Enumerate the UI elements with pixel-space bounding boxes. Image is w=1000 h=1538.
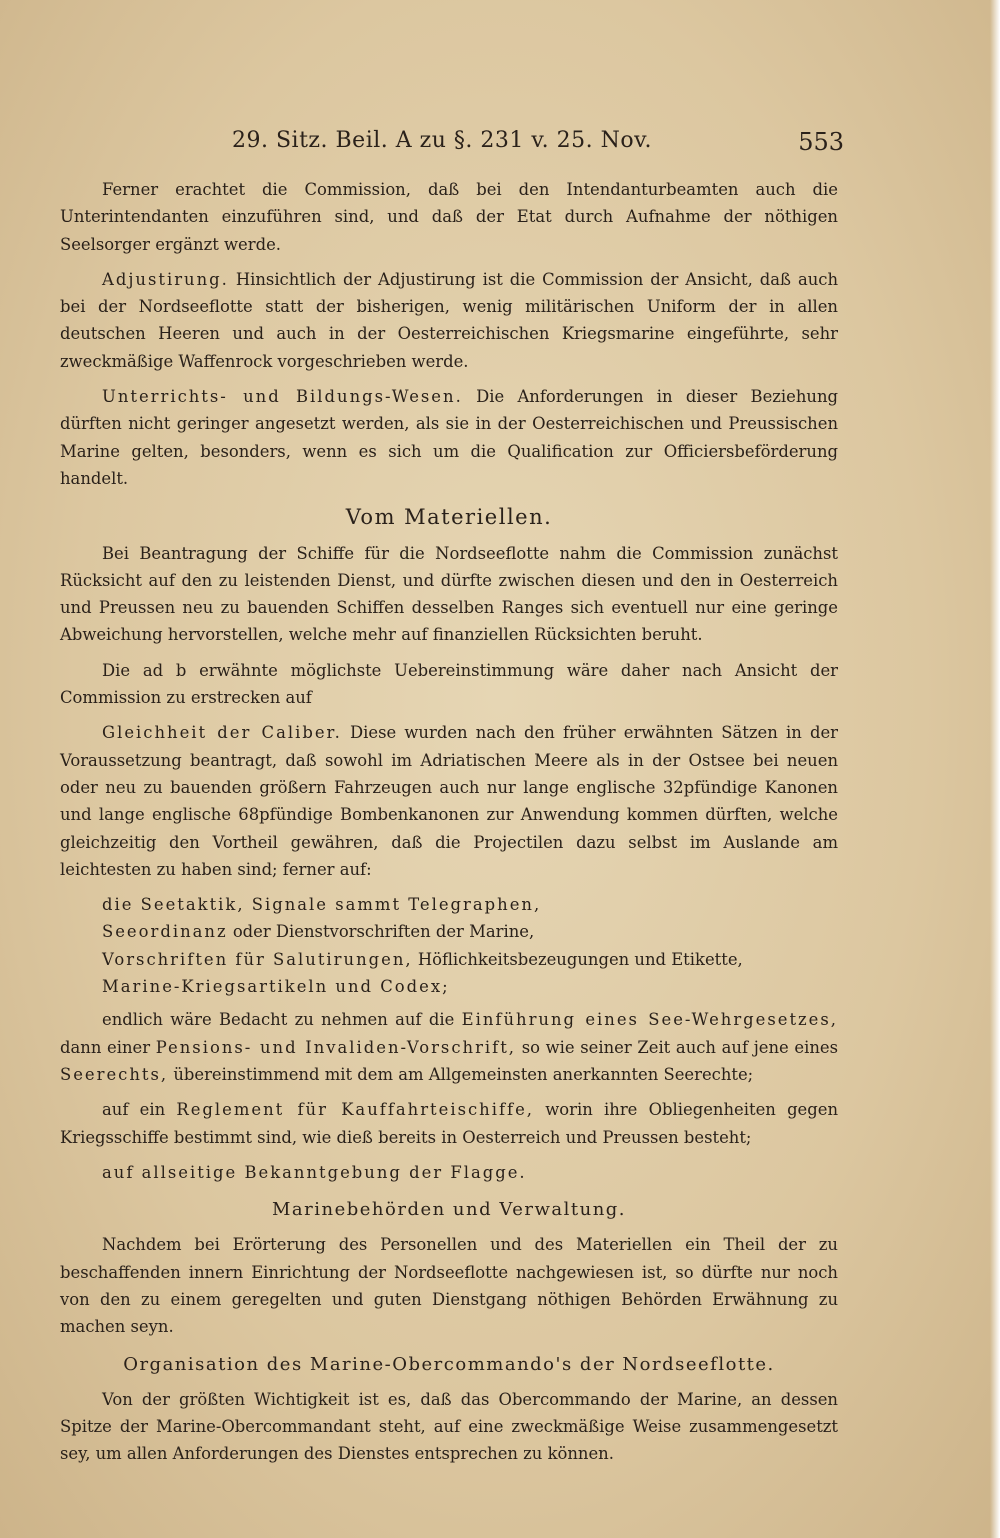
paragraph-obercommando: Von der größten Wichtigkeit ist es, daß das Obercommando der Marine, an dessen Spitze der Marine-Obercommandant steht, auf eine zweckmäßige Weise zusammengesetzt sey, um allen Anforderungen des Dienstes entsprechen zu können. (60, 1389, 838, 1464)
paragraph-adjustirung (60, 266, 838, 375)
list-item-text: oder Dienstvorschriften der Marine, (232, 922, 535, 942)
paragraph-endlich (60, 1006, 838, 1088)
text-run: auf ein (102, 1100, 166, 1120)
text-run: endlich wäre Bedacht zu nehmen auf die (102, 1010, 455, 1030)
text-run-spaced: Reglement für Kauffahrteischiffe, (176, 1100, 535, 1120)
page-body (60, 176, 838, 1476)
text-run-spaced: Einführung eines See-Wehrgesetzes, (461, 1010, 839, 1030)
list-item: Marine-Kriegsartikeln und Codex; (102, 977, 450, 997)
header-title: 29. Sitz. Beil. A zu §. 231 v. 25. Nov. (232, 128, 652, 153)
text-run-spaced: Pensions- und Invaliden-Vorschrift, (155, 1037, 517, 1057)
paragraph-reglement (60, 1096, 838, 1151)
section-heading-marinebehoerden: Marinebehörden und Verwaltung. (271, 1199, 627, 1221)
list-block (60, 891, 838, 1000)
list-item-lead: Seeordinanz (102, 922, 228, 942)
paragraph-schiffe: Bei Beantragung der Schiffe für die Nordseeflotte nahm die Commission zunächst Rücksicht auf den zu leistenden Dienst, und dürfte zwischen diesen und den in Oesterreich und Preussen neu zu bauenden Schiffen desselben Ranges sich eventuell nur eine geringe Abweichung hervorstellen, welche mehr auf finanziellen Rücksichten beruht. (60, 543, 838, 645)
text-run-spaced: Seerechts, (60, 1064, 169, 1084)
text-run: übereinstimmend mit dem am Allgemeinsten anerkannten Seerechte; (173, 1064, 754, 1084)
text-run: worin ihre Obliegenheiten gegen Kriegsschiffe bestimmt sind, wie dieß bereits in Oesterreich und Preussen besteht; (60, 1100, 839, 1147)
paragraph-text: Die Anforderungen in dieser Beziehung dürften nicht geringer angesetzt werden, als sie in der Oesterreichischen und Preussischen Marine gelten, besonders, wenn es sich um die Qualification zur Officiersbeförderung handelt. (60, 387, 839, 488)
paragraph-lead: Adjustirung. (102, 269, 229, 289)
list-item (60, 946, 838, 973)
running-header (0, 128, 1000, 162)
paragraph-behoerden: Nachdem bei Erörterung des Personellen und des Materiellen ein Theil der zu beschaffenden innern Einrichtung der Nordseeflotte nachgewiesen ist, so dürfte nur noch von den zu einem geregelten und guten Dienstgang nöthigen Behörden Erwähnung zu machen seyn. (60, 1235, 838, 1337)
list-item-text: Höflichkeitsbezeugungen und Etikette, (417, 949, 743, 969)
paragraph-caliber (60, 719, 838, 883)
page-number: 553 (798, 128, 844, 156)
section-heading-materiellen: Vom Materiellen. (345, 505, 553, 530)
paragraph-text: Hinsichtlich der Adjustirung ist die Commission der Ansicht, daß auch bei der Nordseeflotte statt der bisherigen, wenig militärischen Uniform der in allen deutschen Heeren und auch in der Oesterreichischen Kriegsmarine eingeführte, sehr zweckmäßige Waffenrock vorgeschrieben werde. (60, 269, 839, 371)
paragraph-lead: Gleichheit der Caliber. (102, 723, 342, 743)
page-edge (990, 0, 1000, 1538)
paragraph-flagge: auf allseitige Bekanntgebung der Flagge. (102, 1162, 527, 1182)
paragraph-lead: Unterrichts- und Bildungs-Wesen. (102, 387, 463, 407)
paragraph-uebereinstimmung: Die ad b erwähnte möglichste Uebereinstimmung wäre daher nach Ansicht der Commission zu erstrecken auf (60, 660, 838, 708)
section-heading-organisation: Organisation des Marine-Obercommando's der Nordseeflotte. (123, 1353, 775, 1375)
list-item (60, 918, 838, 945)
text-run: dann einer (60, 1037, 151, 1057)
list-item-lead: Vorschriften für Salutirungen, (102, 949, 413, 969)
paragraph-text: Diese wurden nach den früher erwähnten Sätzen in der Voraussetzung beantragt, daß sowohl im Adriatischen Meere als in der Ostsee bei neuen oder neu zu bauenden größern Fahrzeugen auch nur lange englische 32pfündige Kanonen und lange englische 68pfündige Bombenkanonen zur Anwendung kommen dürften, welche gleichzeitig den Vortheil gewähren, daß die Projectilen dazu selbst im Auslande am leichtesten zu haben sind; ferner auf: (60, 723, 838, 879)
paragraph-intendantur: Ferner erachtet die Commission, daß bei den Intendanturbeamten auch die Unterintendanten einzuführen sind, und daß der Etat durch Aufnahme der nöthigen Seelsorger ergänzt werde. (60, 180, 838, 254)
paragraph-unterricht (60, 383, 838, 492)
text-run: so wie seiner Zeit auch auf jene eines (521, 1037, 839, 1057)
list-item: die Seetaktik, Signale sammt Telegraphen, (102, 895, 542, 915)
